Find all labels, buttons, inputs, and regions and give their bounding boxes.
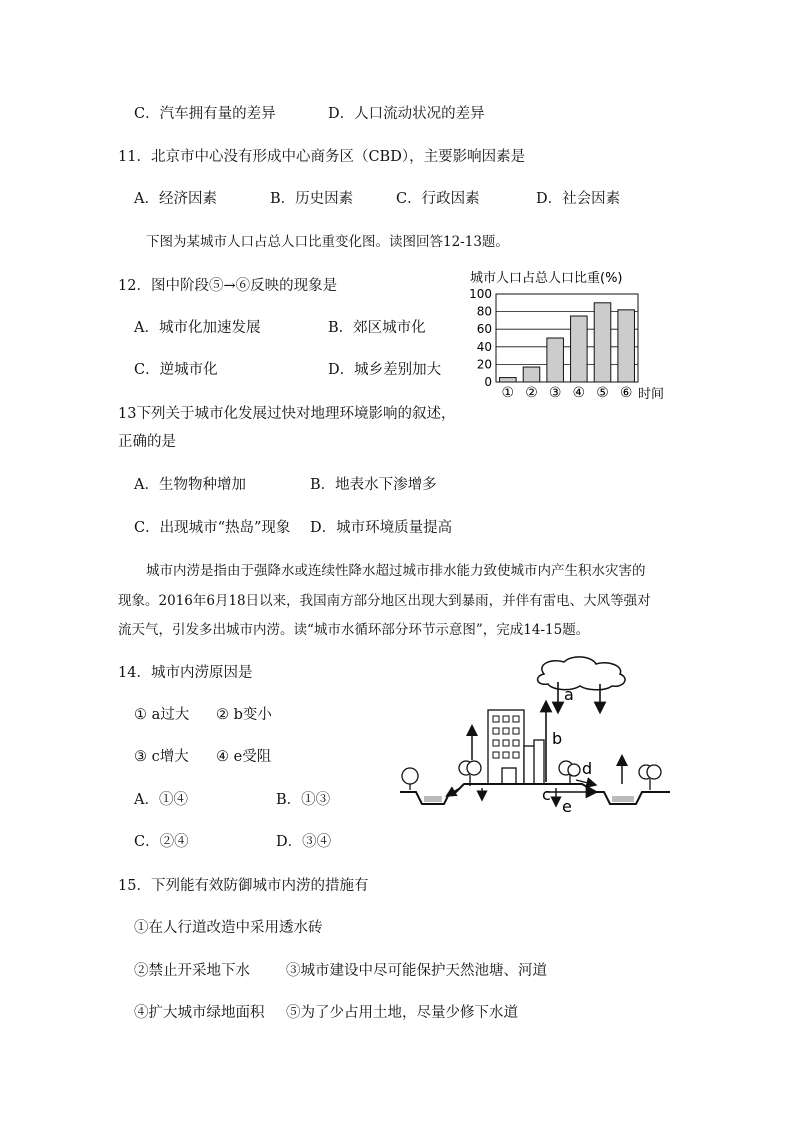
q15-measure-1: ①在人行道改造中采用透水砖 [134,920,323,936]
label-e: e [562,797,572,816]
chart-bar [547,338,564,382]
chart-bar [571,316,588,382]
intro-12-13: 下图为某城市人口占总人口比重变化图。读图回答12-13题。 [146,234,509,250]
chart-xtick-label: ③ [548,385,562,401]
chart-bar [594,303,611,382]
chart-ytick-label: 20 [476,357,492,372]
q10-option-d: D．人口流动状况的差异 [328,106,485,122]
intro-14-15-line1: 城市内涝是指由于强降水或连续性降水超过城市排水能力致使城市内产生积水灾害的 [146,563,646,579]
urban-water-cycle-diagram [396,656,676,826]
cloud-icon [538,657,625,690]
intro-14-15-line3: 流天气，引发多出城市内涝。读“城市水循环部分环节示意图”，完成14-15题。 [118,622,590,638]
chart-frame [496,294,638,382]
q14-option-c: C．②④ [134,834,189,850]
q13-option-a: A．生物物种增加 [134,477,246,493]
q11-option-d: D．社会因素 [536,191,621,207]
q12-option-b: B．郊区城市化 [328,320,426,336]
q11-option-a: A．经济因素 [134,191,217,207]
q14-option-a: A．①④ [134,792,188,808]
q14-option-d: D．③④ [276,834,332,850]
chart-bar [523,367,540,382]
q15-measure-5: ⑤为了少占用土地，尽量少修下水道 [286,1005,518,1021]
label-a: a [564,685,574,704]
q14-item-4: ④ e受阻 [216,749,272,765]
urban-population-chart [462,266,674,406]
chart-xlabel: 时间 [638,387,665,402]
chart-bar [500,378,517,382]
label-b: b [552,729,563,748]
q11-option-b: B．历史因素 [270,191,354,207]
chart-xtick-label: ⑥ [619,385,633,401]
q13-option-c: C．出现城市“热岛”现象 [134,520,291,536]
q15-measure-2: ②禁止开采地下水 [134,963,250,979]
chart-bar [618,310,635,382]
q12-option-d: D．城乡差别加大 [328,362,442,378]
q12-option-c: C．逆城市化 [134,362,218,378]
pond-left [424,796,442,802]
chart-xtick-label: ④ [572,385,586,401]
bar-chart-svg [462,266,674,406]
chart-ytick-label: 100 [469,287,492,301]
chart-ytick-label: 40 [476,339,492,354]
q13-stem-line2: 正确的是 [118,434,176,450]
chart-xtick-label: ① [501,385,515,401]
q11-stem: 11．北京市中心没有形成中心商务区（CBD），主要影响因素是 [118,149,526,165]
q14-option-b: B．①③ [276,792,331,808]
q10-option-c: C．汽车拥有量的差异 [134,106,276,122]
pond-right [612,796,634,802]
q13-option-d: D．城市环境质量提高 [310,520,453,536]
chart-ytick-label: 60 [476,322,492,337]
q15-stem: 15．下列能有效防御城市内涝的措施有 [118,878,369,894]
label-d: d [582,759,593,778]
q11-option-c: C．行政因素 [396,191,480,207]
chart-ytick-label: 0 [484,375,492,389]
building-icon [488,710,544,784]
q13-stem-line1: 13下列关于城市化发展过快对地理环境影响的叙述， [118,406,456,422]
q15-measure-4: ④扩大城市绿地面积 [134,1005,265,1021]
q15-measure-3: ③城市建设中尽可能保护天然池塘、河道 [286,963,547,979]
chart-title: 城市人口占总人口比重(%) [470,271,623,286]
q12-stem: 12．图中阶段⑤→⑥反映的现象是 [118,278,338,294]
q14-item-1: ① a过大 [134,707,190,723]
q12-option-a: A．城市化加速发展 [134,320,261,336]
q14-item-2: ② b变小 [216,707,272,723]
label-c: c [542,785,551,804]
q14-item-3: ③ c增大 [134,749,189,765]
chart-ytick-label: 80 [476,304,492,319]
q14-stem: 14．城市内涝原因是 [118,665,253,681]
chart-xtick-label: ⑤ [596,385,609,401]
chart-xtick-label: ② [525,385,538,401]
q13-option-b: B．地表水下渗增多 [310,477,437,493]
intro-14-15-line2: 现象。2016年6月18日以来，我国南方部分地区出现大到暴雨，并伴有雷电、大风等强对 [118,593,651,609]
water-cycle-svg [396,656,676,826]
